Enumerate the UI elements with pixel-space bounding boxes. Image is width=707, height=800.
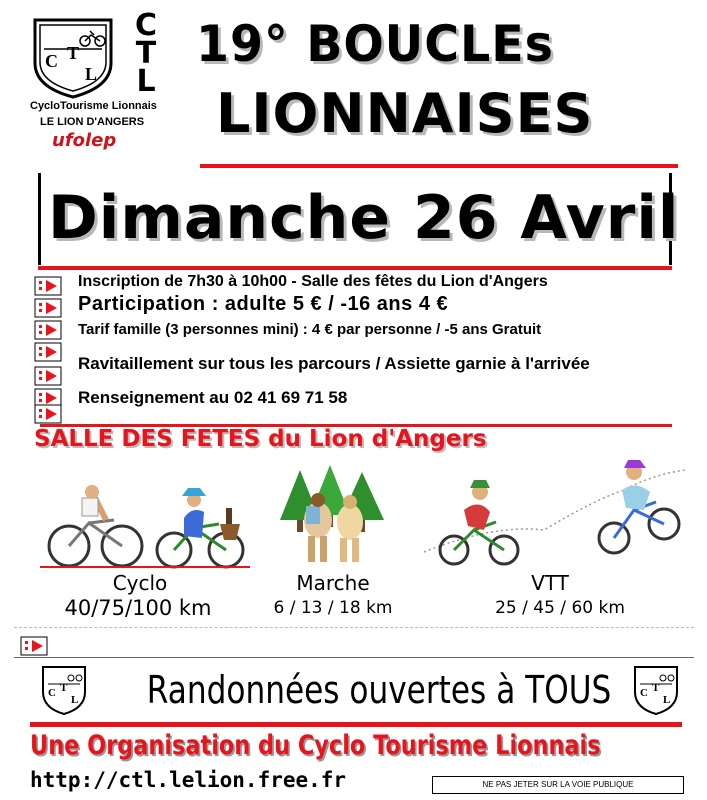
walkers-illustration	[270, 460, 390, 570]
ctl-logo-small-left	[40, 664, 88, 716]
divider-top	[200, 164, 678, 168]
ctl-letter-t: T	[135, 36, 157, 71]
ctl-letter-c: C	[134, 8, 158, 43]
activity-distances-walk: 6 / 13 / 18 km	[273, 598, 393, 618]
ctl-letter-l: L	[136, 64, 156, 99]
club-name: CycloTourisme Lionnais	[30, 100, 157, 112]
disclaimer-box: NE PAS JETER SUR LA VOIE PUBLIQUE	[432, 776, 684, 794]
event-date: Dimanche 26 Avril	[48, 183, 680, 253]
info-family-rate: Tarif famille (3 personnes mini) : 4 € par personne / -5 ans Gratuit	[78, 321, 542, 338]
info-registration: Inscription de 7h30 à 10h00 - Salle des fêtes du Lion d'Angers	[78, 273, 548, 290]
bullet-icon	[34, 298, 62, 318]
activity-distances-vtt: 25 / 45 / 60 km	[495, 598, 625, 618]
cyclists-illustration	[44, 478, 250, 570]
bullet-icon	[34, 320, 62, 340]
activity-name-cyclo: Cyclo	[112, 571, 168, 595]
bullet-icon	[34, 276, 62, 296]
website-link[interactable]: http://ctl.lelion.free.fr	[30, 768, 347, 792]
ground-line	[40, 566, 250, 568]
bullet-icon	[34, 342, 62, 362]
activity-distances-cyclo: 40/75/100 km	[64, 596, 212, 620]
ctl-logo-small-right	[632, 664, 680, 716]
svg-text:T: T	[60, 682, 68, 694]
svg-text:C: C	[48, 687, 56, 699]
activity-name-walk: Marche	[296, 571, 370, 595]
mountain-bikers-illustration	[424, 460, 686, 572]
info-participation: Participation : adulte 5 € / -16 ans 4 €	[78, 293, 449, 315]
bullet-icon	[34, 366, 62, 386]
svg-text:L: L	[663, 694, 671, 706]
info-supplies: Ravitaillement sur tous les parcours / Assiette garnie à l'arrivée	[78, 354, 590, 373]
open-to-all-heading: Randonnées ouvertes à TOUS	[146, 668, 612, 712]
section-line	[14, 657, 694, 658]
info-contact: Renseignement au 02 41 69 71 58	[78, 388, 348, 407]
svg-text:L: L	[71, 694, 79, 706]
club-town: LE LION D'ANGERS	[40, 116, 145, 128]
svg-text:C: C	[45, 51, 58, 71]
dashed-divider	[14, 627, 694, 628]
svg-text:T: T	[67, 43, 80, 63]
venue-title: SALLE DES FETES du Lion d'Angers	[34, 426, 487, 452]
activity-name-vtt: VTT	[531, 571, 569, 595]
organisation-line: Une Organisation du Cyclo Tourisme Lionnais	[30, 730, 601, 761]
svg-text:C: C	[640, 687, 648, 699]
bullet-icon	[34, 404, 62, 424]
divider-date	[38, 266, 672, 270]
event-title-line2: LIONNAISES	[216, 82, 594, 145]
svg-text:T: T	[652, 682, 660, 694]
ufolep-logo: ufolep	[52, 130, 117, 151]
svg-text:L: L	[85, 64, 98, 84]
event-title-line1: 19° BOUCLEs	[196, 15, 554, 73]
divider-bottom	[30, 722, 682, 727]
bullet-icon	[20, 636, 48, 656]
ctl-logo-shield	[30, 15, 116, 101]
ctl-vertical-letters	[124, 8, 168, 99]
